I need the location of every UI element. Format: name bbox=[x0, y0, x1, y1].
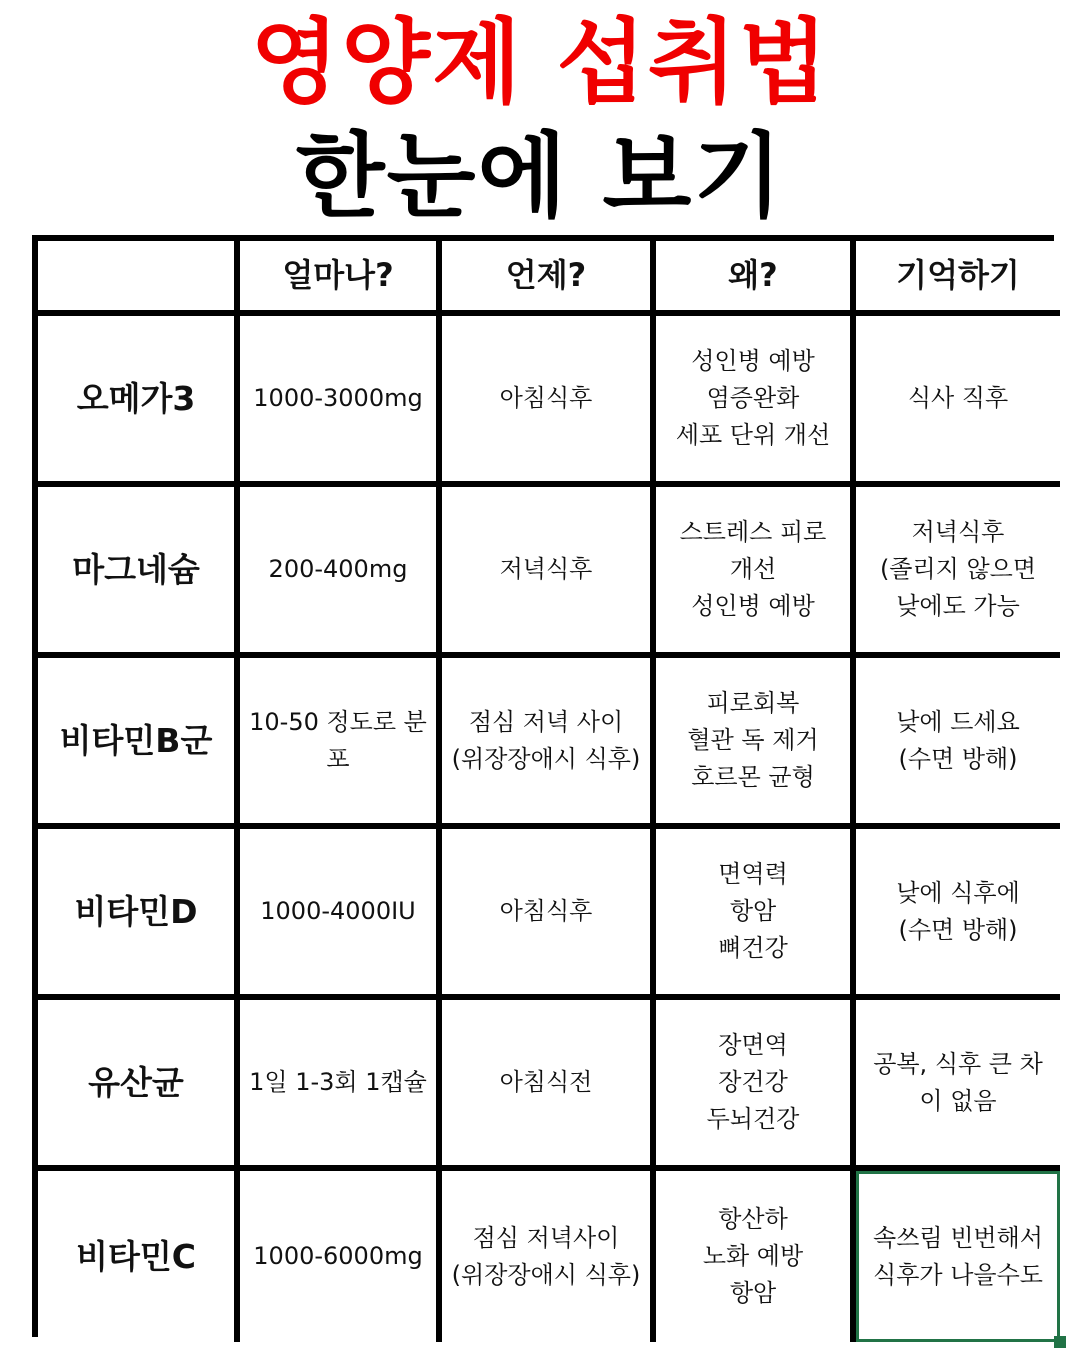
cell-text-line: 식사 직후 bbox=[907, 384, 1009, 412]
cell-text-line: 개선 bbox=[729, 555, 777, 583]
cell-text-line: 1000-3000mg bbox=[253, 384, 423, 412]
table-cell[interactable] bbox=[442, 1171, 656, 1342]
fill-handle[interactable] bbox=[1054, 1336, 1066, 1348]
column-header[interactable] bbox=[442, 241, 656, 316]
cell-text-line: 성인병 예방 bbox=[691, 347, 815, 375]
row-header-label: 마그네슘 bbox=[72, 550, 200, 589]
table-cell[interactable] bbox=[442, 316, 656, 487]
cell-text-line: 스트레스 피로 bbox=[679, 518, 827, 546]
table-cell[interactable] bbox=[856, 658, 1060, 829]
cell-text-line: 아침식후 bbox=[499, 384, 593, 412]
row-header-label: 비타민C bbox=[76, 1237, 196, 1276]
cell-text-line: 장면역 bbox=[718, 1031, 788, 1059]
table-cell[interactable] bbox=[656, 487, 856, 658]
cell-text-line: 항암 bbox=[729, 897, 777, 925]
row-header-label: 비타민B군 bbox=[59, 721, 213, 760]
column-header[interactable] bbox=[38, 241, 240, 316]
column-header-label: 기억하기 bbox=[896, 256, 1020, 294]
cell-text-line: 10-50 정도로 분 bbox=[249, 707, 427, 736]
cell-text-line: 항암 bbox=[729, 1279, 777, 1307]
cell-text-line: 1000-6000mg bbox=[253, 1242, 423, 1270]
cell-text-line: 1000-4000IU bbox=[260, 897, 416, 925]
cell-text-line: 피로회복 bbox=[706, 689, 800, 717]
table-cell[interactable] bbox=[856, 487, 1060, 658]
table-cell[interactable] bbox=[240, 658, 442, 829]
table-cell[interactable] bbox=[856, 316, 1060, 487]
supplement-table bbox=[32, 235, 1054, 1337]
table-cell[interactable] bbox=[240, 1171, 442, 1342]
row-header-label: 오메가3 bbox=[76, 379, 196, 418]
row-header-label: 비타민D bbox=[74, 892, 198, 931]
table-cell[interactable] bbox=[656, 658, 856, 829]
column-header-label: 얼마나? bbox=[282, 256, 394, 294]
cell-text-line: 낮에 드세요 bbox=[896, 707, 1020, 736]
cell-text-line: 저녁식후 bbox=[911, 518, 1005, 546]
table-cell[interactable] bbox=[240, 829, 442, 1000]
cell-text-line: 뼈건강 bbox=[718, 934, 788, 962]
cell-text-line: 염증완화 bbox=[706, 384, 800, 412]
cell-text-line: (졸리지 않으면 bbox=[879, 555, 1037, 583]
row-header[interactable] bbox=[38, 1000, 240, 1171]
column-header-label: 언제? bbox=[505, 256, 587, 294]
cell-text-line: 식후가 나을수도 bbox=[873, 1260, 1043, 1289]
title-line-2: 한눈에 보기 bbox=[295, 123, 785, 230]
cell-text-line: 노화 예방 bbox=[702, 1242, 804, 1270]
column-header[interactable] bbox=[656, 241, 856, 316]
cell-text-line: 아침식후 bbox=[499, 897, 593, 925]
cell-text-line: 호르몬 균형 bbox=[691, 763, 815, 791]
cell-text-line: 저녁식후 bbox=[499, 555, 593, 583]
table-cell[interactable] bbox=[240, 487, 442, 658]
table-cell[interactable] bbox=[656, 316, 856, 487]
table-cell[interactable] bbox=[442, 658, 656, 829]
cell-text-line: 항산하 bbox=[718, 1205, 788, 1233]
table-cell[interactable] bbox=[442, 829, 656, 1000]
row-header[interactable] bbox=[38, 829, 240, 1000]
table-cell[interactable] bbox=[442, 1000, 656, 1171]
cell-text-line: 포 bbox=[326, 744, 350, 773]
table-cell[interactable] bbox=[656, 829, 856, 1000]
cell-text-line: 점심 저녁사이 bbox=[472, 1223, 620, 1252]
cell-text-line: (수면 방해) bbox=[898, 915, 1018, 944]
cell-text-line: 아침식전 bbox=[499, 1068, 593, 1096]
cell-text-line: 공복, 식후 큰 차 bbox=[873, 1049, 1043, 1078]
cell-text-line: 속쓰림 빈번해서 bbox=[873, 1223, 1043, 1252]
cell-text-line: 성인병 예방 bbox=[691, 592, 815, 620]
table-cell[interactable] bbox=[442, 487, 656, 658]
cell-text-line: 면역력 bbox=[718, 860, 788, 888]
cell-text-line: 낮에 식후에 bbox=[896, 878, 1020, 907]
table-cell[interactable] bbox=[240, 316, 442, 487]
table-cell[interactable] bbox=[656, 1171, 856, 1342]
cell-text-line: (수면 방해) bbox=[898, 744, 1018, 773]
table-cell[interactable] bbox=[856, 1000, 1060, 1171]
column-header-label: 왜? bbox=[728, 256, 778, 294]
cell-text-line: 두뇌건강 bbox=[706, 1105, 800, 1133]
cell-text-line: 점심 저녁 사이 bbox=[468, 707, 624, 736]
title-line-1: 영양제 섭취법 bbox=[250, 9, 830, 116]
cell-text-line: 200-400mg bbox=[268, 555, 408, 583]
cell-text-line: 1일 1-3회 1캡슐 bbox=[249, 1068, 427, 1096]
row-header[interactable] bbox=[38, 316, 240, 487]
table-cell[interactable] bbox=[656, 1000, 856, 1171]
table-cell[interactable] bbox=[856, 829, 1060, 1000]
row-header[interactable] bbox=[38, 487, 240, 658]
column-header[interactable] bbox=[856, 241, 1060, 316]
row-header-label: 유산균 bbox=[88, 1063, 184, 1102]
column-header[interactable] bbox=[240, 241, 442, 316]
cell-text-line: 이 없음 bbox=[919, 1086, 997, 1115]
cell-text-line: (위장장애시 식후) bbox=[451, 1260, 641, 1289]
cell-text-line: 혈관 독 제거 bbox=[687, 726, 819, 754]
cell-text-line: 세포 단위 개선 bbox=[675, 421, 831, 449]
cell-text-line: 장건강 bbox=[718, 1068, 788, 1096]
selected-table-cell[interactable] bbox=[856, 1171, 1060, 1342]
row-header[interactable] bbox=[38, 658, 240, 829]
cell-text-line: 낮에도 가능 bbox=[896, 592, 1020, 620]
row-header[interactable] bbox=[38, 1171, 240, 1342]
table-cell[interactable] bbox=[240, 1000, 442, 1171]
cell-text-line: (위장장애시 식후) bbox=[451, 744, 641, 773]
